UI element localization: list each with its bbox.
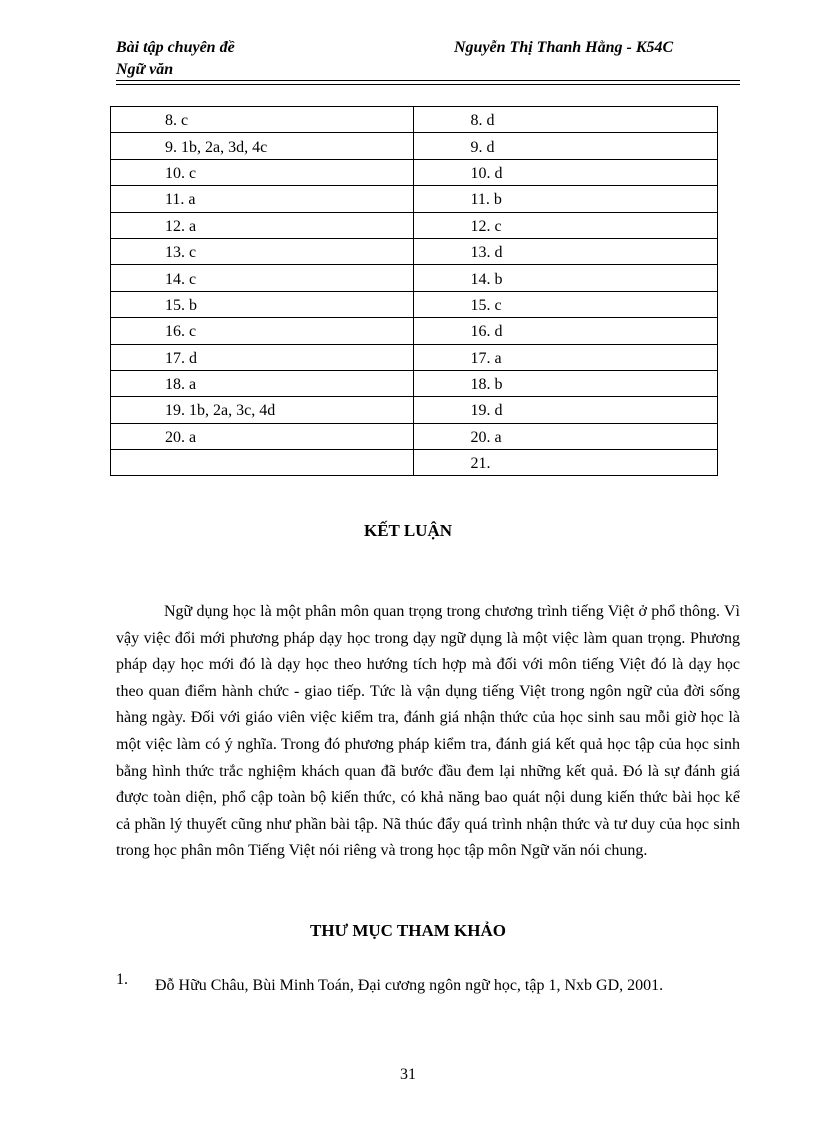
answer-cell-right: 21. (414, 450, 718, 476)
header-author: Nguyễn Thị Thanh Hằng - K54C (454, 39, 674, 56)
answer-cell-left (111, 450, 414, 476)
answer-cell-right: 9. d (414, 133, 718, 159)
table-row (111, 291, 718, 317)
answer-cell-right: 20. a (414, 423, 718, 449)
table-row (111, 450, 718, 476)
table-row (111, 107, 718, 133)
answer-cell-left: 14. c (111, 265, 414, 291)
answer-cell-left: 8. c (111, 107, 414, 133)
answer-cell-right: 14. b (414, 265, 718, 291)
answer-cell-right: 16. d (414, 318, 718, 344)
answer-cell-right: 17. a (414, 344, 718, 370)
conclusion-paragraph: Ngữ dụng học là một phân môn quan trọng trong chương trình tiếng Việt ở phổ thông. Vì vậy việc đổi mới phương pháp dạy học trong dạy ngữ dụng là một việc làm quan trọng. Phương pháp dạy học mới đó là dạy học theo hướng tích hợp mà đối với môn tiếng Việt đó là dạy học theo quan điểm hành chức - giao tiếp. Tức là vận dụng tiếng Việt trong ngôn ngữ của đời sống hàng ngày. Đối với giáo viên việc kiểm tra, đánh giá nhận thức của học sinh sau mỗi giờ học là một việc làm có ý nghĩa. Trong đó phương pháp kiểm tra, đánh giá kết quả học tập của học sinh bằng hình thức trắc nghiệm khách quan đã bước đầu đem lại những kết quả. Đó là sự đánh giá được toàn diện, phổ cập toàn bộ kiến thức, có khả năng bao quát nội dung kiến thức bài học kể cả phần lý thuyết cũng như phần bài tập. Nã thúc đẩy quá trình nhận thức và tư duy của học sinh trong học phân môn Tiếng Việt nói riêng và trong học tập môn Ngữ văn nói chung. (116, 603, 740, 860)
answer-cell-right: 15. c (414, 291, 718, 317)
answer-cell-right: 13. d (414, 238, 718, 264)
header-rule-bottom (116, 84, 740, 85)
answer-cell-left: 11. a (111, 186, 414, 212)
table-row (111, 423, 718, 449)
table-row (111, 186, 718, 212)
answer-table (110, 106, 718, 476)
header-subject: Bài tập chuyên đề (116, 39, 235, 56)
table-row (111, 318, 718, 344)
answer-cell-left: 19. 1b, 2a, 3c, 4d (111, 397, 414, 423)
reference-number: 1. (116, 971, 128, 988)
answer-cell-left: 20. a (111, 423, 414, 449)
answer-cell-left: 10. c (111, 159, 414, 185)
conclusion-heading: KẾT LUẬN (363, 521, 452, 540)
answer-cell-right: 19. d (414, 397, 718, 423)
answer-cell-right: 10. d (414, 159, 718, 185)
table-row (111, 370, 718, 396)
answer-cell-right: 8. d (414, 107, 718, 133)
answer-cell-left: 12. a (111, 212, 414, 238)
table-row (111, 238, 718, 264)
answer-cell-right: 11. b (414, 186, 718, 212)
references-heading: THƯ MỤC THAM KHẢO (310, 921, 506, 940)
reference-text: Đỗ Hữu Châu, Bùi Minh Toán, Đại cương ngôn ngữ học, tập 1, Nxb GD, 2001. (155, 977, 664, 994)
answer-cell-left: 18. a (111, 370, 414, 396)
answer-cell-left: 17. d (111, 344, 414, 370)
answer-cell-left: 9. 1b, 2a, 3d, 4c (111, 133, 414, 159)
header-rule-top (116, 80, 740, 81)
table-row (111, 344, 718, 370)
answer-cell-right: 12. c (414, 212, 718, 238)
answer-cell-right: 18. b (414, 370, 718, 396)
table-row (111, 265, 718, 291)
answer-cell-left: 15. b (111, 291, 414, 317)
table-row (111, 159, 718, 185)
page-number: 31 (400, 1066, 416, 1083)
answer-cell-left: 16. c (111, 318, 414, 344)
header-subject-line2: Ngữ văn (116, 61, 174, 78)
answer-cell-left: 13. c (111, 238, 414, 264)
table-row (111, 133, 718, 159)
table-row (111, 397, 718, 423)
table-row (111, 212, 718, 238)
